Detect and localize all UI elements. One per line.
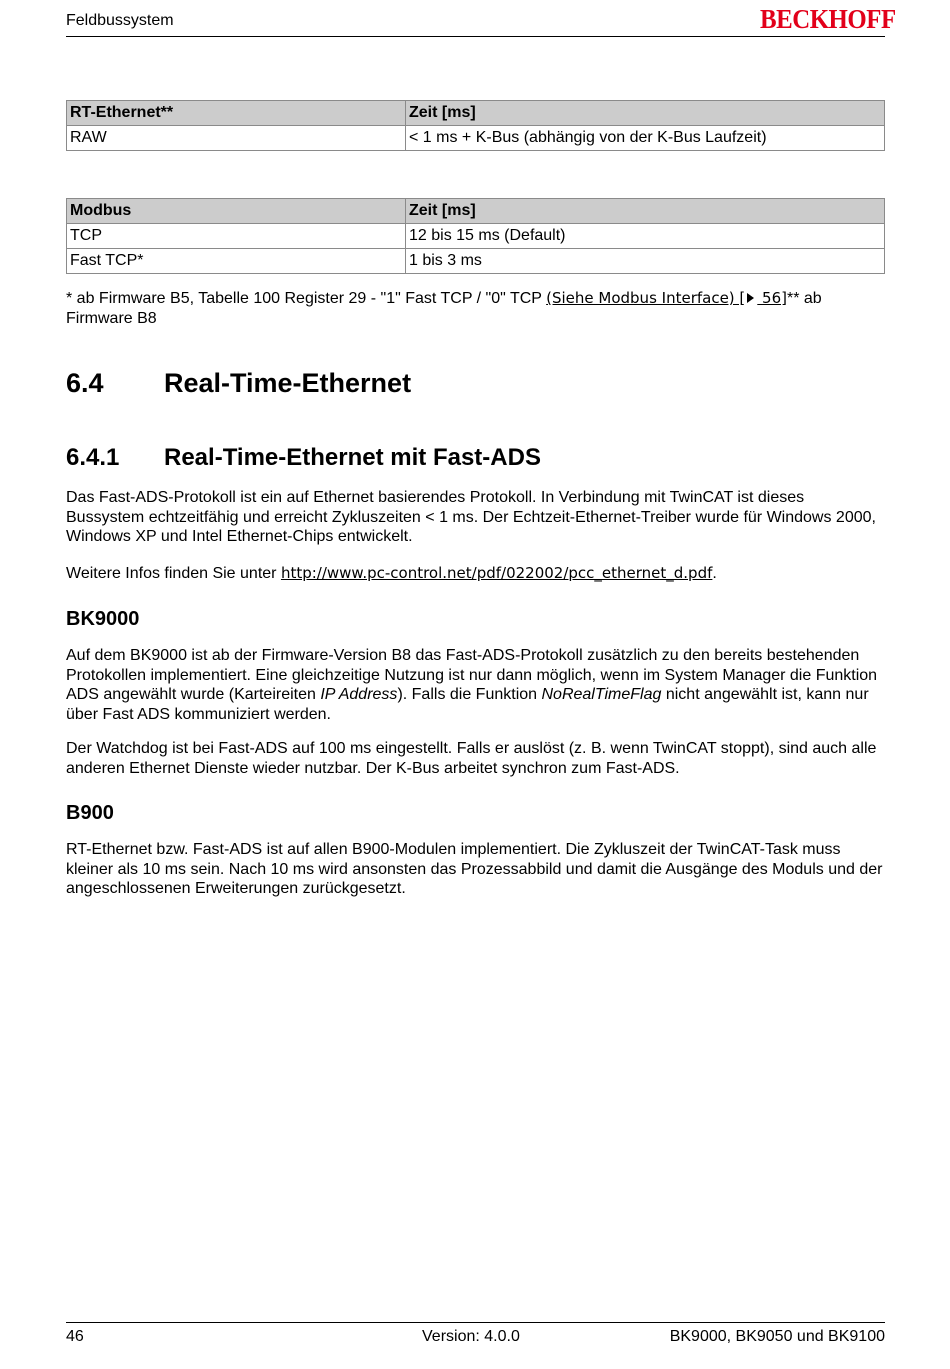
info-text-after: .	[712, 565, 717, 582]
modbus-table	[66, 198, 885, 274]
rt-ethernet-table	[66, 100, 885, 151]
modbus-interface-link[interactable]	[546, 289, 787, 307]
table-cell: Fast TCP*	[67, 249, 406, 274]
info-paragraph	[66, 564, 886, 584]
table-header-row	[67, 199, 885, 224]
section-number: 6.4	[66, 368, 104, 398]
version-label: Version: 4.0.0	[422, 1328, 520, 1345]
table-row	[67, 224, 885, 249]
ip-address-term: IP Address	[320, 686, 398, 703]
footnote-text-after: ** ab Firmware B8	[66, 290, 822, 327]
subsection-number: 6.4.1	[66, 444, 120, 471]
norealtimeflag-term: NoRealTimeFlag	[541, 686, 662, 703]
table-cell: 1 bis 3 ms	[406, 249, 885, 274]
bk9000-heading: BK9000	[66, 608, 140, 630]
table-cell: TCP	[67, 224, 406, 249]
subsection-title: Real-Time-Ethernet mit Fast-ADS	[164, 444, 541, 471]
subsection-heading	[66, 444, 541, 472]
table-cell: < 1 ms + K-Bus (abhängig von der K-Bus Laufzeit)	[406, 126, 885, 151]
footnote	[66, 289, 886, 328]
text: Auf dem BK9000 ist ab der Firmware-Version B8 das Fast-ADS-Protokoll zusätzlich zu den bereits bestehenden Protokollen implementiert. Eine gleichzeitige Nutzung ist nur dann möglich, wenn im System Manager die Funktion ADS angewählt wurde (Karteireiten	[66, 647, 878, 703]
text: nicht angewählt ist, kann nur über Fast ADS kommuniziert werden.	[66, 686, 869, 723]
pc-control-link[interactable]: http://www.pc-control.net/pdf/022002/pcc_ethernet_d.pdf	[280, 564, 713, 582]
header-title: Feldbussystem	[66, 12, 174, 29]
arrow-right-icon	[747, 293, 754, 303]
beckhoff-logo: BECKHOFF	[760, 4, 896, 34]
footnote-text: * ab Firmware B5, Tabelle 100 Register 29 - "1" Fast TCP / "0" TCP	[66, 290, 547, 307]
bk9000-paragraph-2: Der Watchdog ist bei Fast-ADS auf 100 ms eingestellt. Falls er auslöst (z. B. wenn TwinCAT stoppt), sind auch alle anderen Ethernet Dienste wieder nutzbar. Der K-Bus arbeitet synchron zum Fast-ADS.	[66, 740, 877, 777]
table-cell: 12 bis 15 ms (Default)	[406, 224, 885, 249]
table-row	[67, 249, 885, 274]
table-cell: RAW	[67, 126, 406, 151]
link-page: 56]	[757, 289, 787, 307]
table-header-cell: Zeit [ms]	[406, 199, 885, 224]
table-header-cell: RT-Ethernet**	[67, 101, 406, 126]
info-text: Weitere Infos finden Sie unter	[66, 565, 281, 582]
bk9000-paragraph-1	[66, 646, 886, 724]
text: ). Falls die Funktion	[397, 686, 542, 703]
page-number: 46	[66, 1328, 84, 1345]
section-heading	[66, 368, 411, 399]
b900-paragraph: RT-Ethernet bzw. Fast-ADS ist auf allen B900-Modulen implementiert. Die Zykluszeit der TwinCAT-Task muss kleiner als 10 ms sein. Nach 10 ms wird ansonsten das Prozessabbild und damit die Ausgänge des Moduls und der angeschlossenen Erweiterungen zurückgesetzt.	[66, 841, 883, 897]
table-row	[67, 126, 885, 151]
table-header-row	[67, 101, 885, 126]
intro-paragraph: Das Fast-ADS-Protokoll ist ein auf Ethernet basierendes Protokoll. In Verbindung mit TwinCAT ist dieses Bussystem echtzeitfähig und erreicht Zykluszeiten < 1 ms. Der Echtzeit-Ethernet-Treiber wurde für Windows 2000, Windows XP und Intel Ethernet-Chips entwickelt.	[66, 489, 876, 545]
table-header-cell: Zeit [ms]	[406, 101, 885, 126]
product-label: BK9000, BK9050 und BK9100	[669, 1328, 885, 1345]
table-header-cell: Modbus	[67, 199, 406, 224]
b900-heading: B900	[66, 802, 114, 824]
header-rule	[66, 36, 885, 37]
footer-rule	[66, 1322, 885, 1323]
section-title: Real-Time-Ethernet	[164, 368, 412, 398]
link-text: (Siehe Modbus Interface) [	[546, 289, 746, 307]
